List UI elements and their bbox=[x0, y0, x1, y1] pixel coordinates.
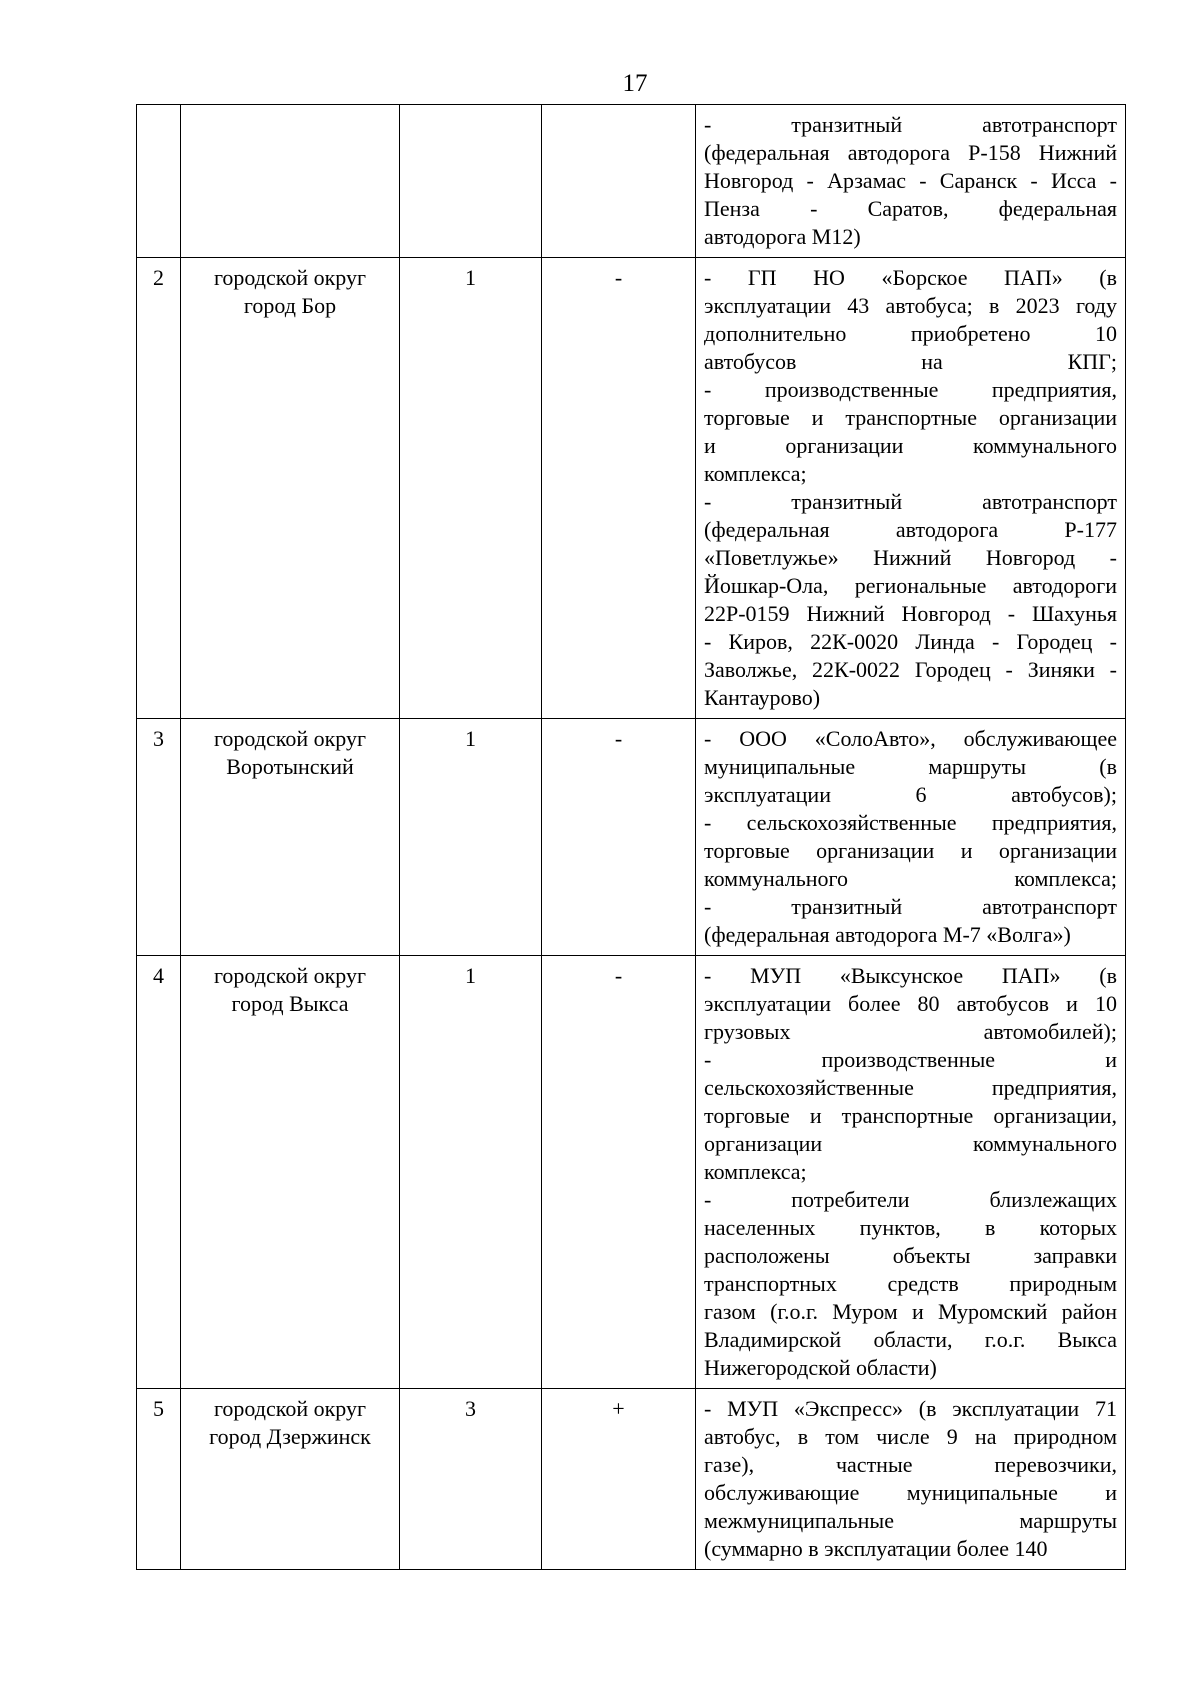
description-line: комплекса; bbox=[704, 461, 807, 486]
description-line: муниципальные маршруты (в bbox=[704, 754, 1117, 779]
description-line: расположены объекты заправки bbox=[704, 1243, 1117, 1268]
municipality-cell: городской округ город Дзержинск bbox=[181, 1389, 400, 1570]
description-line: дополнительно приобретено 10 bbox=[704, 321, 1117, 346]
description-line: сельскохозяйственные предприятия, bbox=[704, 1075, 1117, 1100]
description-cell bbox=[696, 719, 1126, 956]
description-cell bbox=[696, 258, 1126, 719]
row-number-cell: 5 bbox=[137, 1389, 181, 1570]
table-body bbox=[137, 105, 1126, 1570]
flag-cell: - bbox=[542, 956, 696, 1389]
description-cell bbox=[696, 105, 1126, 258]
municipality-cell: городской округ город Выкса bbox=[181, 956, 400, 1389]
row-number-cell: 2 bbox=[137, 258, 181, 719]
description-line: (суммарно в эксплуатации более 140 bbox=[704, 1536, 1048, 1561]
description-line: грузовых автомобилей); bbox=[704, 1019, 1117, 1044]
municipality-cell bbox=[181, 105, 400, 258]
description-line: - Киров, 22К-0020 Линда - Городец - bbox=[704, 629, 1117, 654]
description-line: эксплуатации более 80 автобусов и 10 bbox=[704, 991, 1117, 1016]
description-line: - потребители близлежащих bbox=[704, 1187, 1117, 1212]
description-line: Йошкар-Ола, региональные автодороги bbox=[704, 573, 1117, 598]
description-line: Пенза - Саратов, федеральная bbox=[704, 196, 1117, 221]
description-line: - производственные предприятия, bbox=[704, 377, 1117, 402]
table-row bbox=[137, 105, 1126, 258]
count-cell: 1 bbox=[400, 956, 542, 1389]
description-line: - ГП НО «Борское ПАП» (в bbox=[704, 265, 1117, 290]
description-line: населенных пунктов, в которых bbox=[704, 1215, 1117, 1240]
description-line: торговые организации и организации bbox=[704, 838, 1117, 863]
description-line: торговые и транспортные организации, bbox=[704, 1103, 1117, 1128]
description-line: - МУП «Экспресс» (в эксплуатации 71 bbox=[704, 1396, 1117, 1421]
table-row bbox=[137, 956, 1126, 1389]
count-cell: 3 bbox=[400, 1389, 542, 1570]
row-number-cell bbox=[137, 105, 181, 258]
table-row bbox=[137, 1389, 1126, 1570]
description-line: Нижегородской области) bbox=[704, 1355, 937, 1380]
municipality-cell: городской округ Воротынский bbox=[181, 719, 400, 956]
description-line: автодорога М12) bbox=[704, 224, 861, 249]
description-line: транспортных средств природным bbox=[704, 1271, 1117, 1296]
description-line: Новгород - Арзамас - Саранск - Исса - bbox=[704, 168, 1117, 193]
description-line: торговые и транспортные организации bbox=[704, 405, 1117, 430]
table-row bbox=[137, 258, 1126, 719]
description-line: и организации коммунального bbox=[704, 433, 1117, 458]
description-line: - транзитный автотранспорт bbox=[704, 894, 1117, 919]
description-line: (федеральная автодорога Р-158 Нижний bbox=[704, 140, 1117, 165]
municipality-cell: городской округ город Бор bbox=[181, 258, 400, 719]
description-line: коммунального комплекса; bbox=[704, 866, 1117, 891]
description-line: (федеральная автодорога М-7 «Волга») bbox=[704, 922, 1071, 947]
flag-cell: - bbox=[542, 258, 696, 719]
description-line: Владимирской области, г.о.г. Выкса bbox=[704, 1327, 1117, 1352]
count-cell: 1 bbox=[400, 258, 542, 719]
flag-cell: + bbox=[542, 1389, 696, 1570]
description-line: газом (г.о.г. Муром и Муромский район bbox=[704, 1299, 1117, 1324]
flag-cell bbox=[542, 105, 696, 258]
description-line: автобус, в том числе 9 на природном bbox=[704, 1424, 1117, 1449]
description-line: - производственные и bbox=[704, 1047, 1117, 1072]
description-line: - сельскохозяйственные предприятия, bbox=[704, 810, 1117, 835]
description-line: 22Р-0159 Нижний Новгород - Шахунья bbox=[704, 601, 1117, 626]
description-line: - МУП «Выксунское ПАП» (в bbox=[704, 963, 1117, 988]
row-number-cell: 3 bbox=[137, 719, 181, 956]
description-cell bbox=[696, 956, 1126, 1389]
page-number: 17 bbox=[622, 70, 648, 97]
description-cell bbox=[696, 1389, 1126, 1570]
count-cell: 1 bbox=[400, 719, 542, 956]
description-line: эксплуатации 6 автобусов); bbox=[704, 782, 1117, 807]
description-line: - транзитный автотранспорт bbox=[704, 112, 1117, 137]
description-line: - транзитный автотранспорт bbox=[704, 489, 1117, 514]
count-cell bbox=[400, 105, 542, 258]
description-line: комплекса; bbox=[704, 1159, 807, 1184]
description-line: обслуживающие муниципальные и bbox=[704, 1480, 1117, 1505]
description-line: «Поветлужье» Нижний Новгород - bbox=[704, 545, 1117, 570]
description-line: (федеральная автодорога Р-177 bbox=[704, 517, 1117, 542]
description-line: организации коммунального bbox=[704, 1131, 1117, 1156]
row-number-cell: 4 bbox=[137, 956, 181, 1389]
description-line: Кантаурово) bbox=[704, 685, 821, 710]
data-table bbox=[136, 104, 1126, 1570]
table-row bbox=[137, 719, 1126, 956]
description-line: эксплуатации 43 автобуса; в 2023 году bbox=[704, 293, 1117, 318]
flag-cell: - bbox=[542, 719, 696, 956]
description-line: автобусов на КПГ; bbox=[704, 349, 1117, 374]
description-line: газе), частные перевозчики, bbox=[704, 1452, 1117, 1477]
description-line: Заволжье, 22К-0022 Городец - Зиняки - bbox=[704, 657, 1117, 682]
description-line: - ООО «СолоАвто», обслуживающее bbox=[704, 726, 1117, 751]
description-line: межмуниципальные маршруты bbox=[704, 1508, 1117, 1533]
